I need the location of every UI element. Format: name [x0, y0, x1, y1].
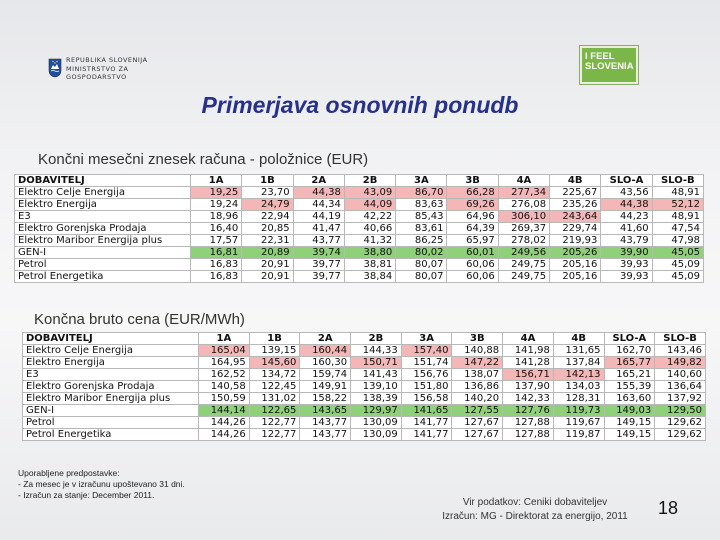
- price-cell: 155,39: [604, 381, 655, 393]
- price-cell: 64,39: [447, 223, 498, 235]
- price-cell: 243,64: [550, 211, 601, 223]
- column-header: 1B: [249, 333, 300, 345]
- column-header: 2B: [351, 333, 402, 345]
- column-header: 3B: [452, 333, 503, 345]
- note-line: - Izračun za stanje: December 2011.: [18, 490, 155, 500]
- price-cell: 136,64: [655, 381, 706, 393]
- column-header: 4A: [503, 333, 554, 345]
- price-cell: 122,45: [249, 381, 300, 393]
- price-cell: 137,84: [553, 357, 604, 369]
- price-cell: 119,73: [553, 405, 604, 417]
- page-title: Primerjava osnovnih ponudb: [201, 92, 519, 118]
- header-row: [23, 333, 706, 345]
- page-number: 18: [658, 498, 679, 518]
- table-row: [23, 393, 706, 405]
- price-cell: 249,75: [498, 271, 549, 283]
- column-header: DOBAVITELJ: [23, 333, 199, 345]
- supplier-name: Elektro Celje Energija: [15, 187, 191, 199]
- supplier-name: Petrol: [23, 417, 199, 429]
- table1-caption: Končni mesečni znesek računa - položnice (EUR): [38, 151, 369, 168]
- price-cell: 140,88: [452, 345, 503, 357]
- price-cell: 129,97: [351, 405, 402, 417]
- price-cell: 119,67: [553, 417, 604, 429]
- price-cell: 145,60: [249, 357, 300, 369]
- supplier-name: Elektro Energija: [23, 357, 199, 369]
- price-cell: 38,84: [344, 271, 395, 283]
- price-cell: 52,12: [652, 199, 703, 211]
- price-cell: 142,13: [553, 369, 604, 381]
- price-cell: 39,93: [601, 271, 652, 283]
- table-row: [23, 345, 706, 357]
- price-cell: 149,82: [655, 357, 706, 369]
- price-cell: 141,65: [401, 405, 452, 417]
- column-header: 4B: [550, 175, 601, 187]
- table-row: [23, 381, 706, 393]
- column-header: 3A: [401, 333, 452, 345]
- price-cell: 16,40: [191, 223, 242, 235]
- price-cell: 156,58: [401, 393, 452, 405]
- price-cell: 24,79: [242, 199, 293, 211]
- price-cell: 60,06: [447, 259, 498, 271]
- price-cell: 139,10: [351, 381, 402, 393]
- price-cell: 122,77: [249, 417, 300, 429]
- i-feel-slovenia-logo: [580, 46, 638, 84]
- price-cell: 157,40: [401, 345, 452, 357]
- price-cell: 86,25: [396, 235, 447, 247]
- source-line: Vir podatkov: Ceniki dobaviteljev: [462, 497, 608, 508]
- table-row: [15, 223, 704, 235]
- price-cell: 20,91: [242, 271, 293, 283]
- price-cell: 41,60: [601, 223, 652, 235]
- price-cell: 229,74: [550, 223, 601, 235]
- column-header: SLO-A: [601, 175, 652, 187]
- supplier-name: Petrol: [15, 259, 191, 271]
- price-cell: 149,15: [604, 429, 655, 441]
- price-cell: 122,65: [249, 405, 300, 417]
- price-cell: 44,38: [293, 187, 344, 199]
- price-cell: 66,28: [447, 187, 498, 199]
- supplier-name: Elektro Celje Energija: [23, 345, 199, 357]
- price-cell: 276,08: [498, 199, 549, 211]
- price-cell: 143,65: [300, 405, 351, 417]
- column-header: SLO-A: [604, 333, 655, 345]
- table-row: [15, 199, 704, 211]
- price-cell: 140,60: [655, 369, 706, 381]
- table-row: [15, 247, 704, 259]
- price-cell: 83,61: [396, 223, 447, 235]
- column-header: 3B: [447, 175, 498, 187]
- column-header: 1B: [242, 175, 293, 187]
- price-cell: 156,71: [503, 369, 554, 381]
- price-cell: 130,09: [351, 417, 402, 429]
- price-cell: 131,02: [249, 393, 300, 405]
- table2-caption: Končna bruto cena (EUR/MWh): [34, 311, 245, 328]
- price-cell: 144,14: [199, 405, 250, 417]
- price-cell: 22,31: [242, 235, 293, 247]
- column-header: DOBAVITELJ: [15, 175, 191, 187]
- table-row: [15, 235, 704, 247]
- price-cell: 165,77: [604, 357, 655, 369]
- price-cell: 141,98: [503, 345, 554, 357]
- price-cell: 43,56: [601, 187, 652, 199]
- note-line: - Za mesec je v izračunu upoštevano 31 dni.: [18, 479, 185, 489]
- supplier-name: Elektro Gorenjska Prodaja: [23, 381, 199, 393]
- column-header: 2A: [300, 333, 351, 345]
- supplier-name: Elektro Maribor Energija plus: [15, 235, 191, 247]
- price-cell: 64,96: [447, 211, 498, 223]
- price-cell: 45,05: [652, 247, 703, 259]
- price-cell: 130,09: [351, 429, 402, 441]
- price-cell: 60,01: [447, 247, 498, 259]
- price-cell: 17,57: [191, 235, 242, 247]
- price-cell: 43,77: [293, 235, 344, 247]
- price-cell: 151,80: [401, 381, 452, 393]
- price-cell: 43,79: [601, 235, 652, 247]
- column-header: SLO-B: [652, 175, 703, 187]
- table-row: [23, 429, 706, 441]
- price-cell: 38,80: [344, 247, 395, 259]
- price-cell: 143,77: [300, 417, 351, 429]
- ministry-line: MINISTRSTVO ZA: [66, 64, 129, 73]
- monthly-bill-table: [14, 174, 704, 283]
- price-cell: 141,77: [401, 417, 452, 429]
- price-cell: 127,55: [452, 405, 503, 417]
- price-cell: 41,47: [293, 223, 344, 235]
- price-cell: 249,75: [498, 259, 549, 271]
- price-cell: 134,72: [249, 369, 300, 381]
- price-cell: 18,96: [191, 211, 242, 223]
- price-cell: 80,07: [396, 271, 447, 283]
- price-cell: 20,85: [242, 223, 293, 235]
- price-cell: 80,07: [396, 259, 447, 271]
- price-cell: 16,83: [191, 271, 242, 283]
- price-cell: 122,77: [249, 429, 300, 441]
- price-cell: 277,34: [498, 187, 549, 199]
- price-cell: 42,22: [344, 211, 395, 223]
- source-note: [420, 496, 650, 524]
- column-header: 2A: [293, 175, 344, 187]
- price-cell: 44,19: [293, 211, 344, 223]
- price-cell: 129,50: [655, 405, 706, 417]
- table-row: [15, 211, 704, 223]
- price-cell: 129,62: [655, 417, 706, 429]
- price-cell: 16,83: [191, 259, 242, 271]
- price-cell: 44,38: [601, 199, 652, 211]
- price-cell: 44,09: [344, 199, 395, 211]
- source-line: Izračun: MG - Direktorat za energijo, 2011: [442, 511, 628, 522]
- column-header: 4B: [553, 333, 604, 345]
- supplier-name: GEN-I: [15, 247, 191, 259]
- table-row: [15, 259, 704, 271]
- price-cell: 40,66: [344, 223, 395, 235]
- price-cell: 162,52: [199, 369, 250, 381]
- price-cell: 127,88: [503, 417, 554, 429]
- price-cell: 38,81: [344, 259, 395, 271]
- price-cell: 205,26: [550, 247, 601, 259]
- price-cell: 137,90: [503, 381, 554, 393]
- price-cell: 22,94: [242, 211, 293, 223]
- column-header: SLO-B: [655, 333, 706, 345]
- ministry-label: [66, 56, 148, 82]
- price-cell: 160,30: [300, 357, 351, 369]
- price-cell: 44,34: [293, 199, 344, 211]
- price-cell: 138,07: [452, 369, 503, 381]
- price-cell: 143,77: [300, 429, 351, 441]
- price-cell: 144,33: [351, 345, 402, 357]
- price-cell: 139,15: [249, 345, 300, 357]
- price-cell: 85,43: [396, 211, 447, 223]
- price-cell: 39,93: [601, 259, 652, 271]
- price-cell: 164,95: [199, 357, 250, 369]
- price-cell: 136,86: [452, 381, 503, 393]
- supplier-name: Elektro Maribor Energija plus: [23, 393, 199, 405]
- price-cell: 44,23: [601, 211, 652, 223]
- price-cell: 149,03: [604, 405, 655, 417]
- price-cell: 127,67: [452, 429, 503, 441]
- price-cell: 43,09: [344, 187, 395, 199]
- price-cell: 83,63: [396, 199, 447, 211]
- price-cell: 225,67: [550, 187, 601, 199]
- header-row: [15, 175, 704, 187]
- price-cell: 205,16: [550, 259, 601, 271]
- assumptions-notes: [18, 468, 185, 501]
- price-cell: 127,76: [503, 405, 554, 417]
- price-cell: 137,92: [655, 393, 706, 405]
- price-cell: 141,77: [401, 429, 452, 441]
- table-row: [23, 369, 706, 381]
- price-cell: 147,22: [452, 357, 503, 369]
- price-cell: 47,54: [652, 223, 703, 235]
- price-cell: 205,16: [550, 271, 601, 283]
- logo-line: SLOVENIA: [585, 61, 634, 72]
- price-cell: 86,70: [396, 187, 447, 199]
- price-cell: 127,67: [452, 417, 503, 429]
- supplier-name: E3: [15, 211, 191, 223]
- table-row: [15, 187, 704, 199]
- column-header: 1A: [199, 333, 250, 345]
- price-cell: 219,93: [550, 235, 601, 247]
- price-cell: 80,02: [396, 247, 447, 259]
- price-cell: 45,09: [652, 259, 703, 271]
- price-cell: 129,62: [655, 429, 706, 441]
- price-cell: 160,44: [300, 345, 351, 357]
- price-cell: 142,33: [503, 393, 554, 405]
- price-cell: 39,77: [293, 271, 344, 283]
- price-cell: 19,24: [191, 199, 242, 211]
- price-cell: 69,26: [447, 199, 498, 211]
- note-line: Uporabljene predpostavke:: [18, 468, 120, 478]
- coat-of-arms-icon: [48, 58, 62, 78]
- price-cell: 150,59: [199, 393, 250, 405]
- price-cell: 47,98: [652, 235, 703, 247]
- price-cell: 39,74: [293, 247, 344, 259]
- gross-price-table: [22, 332, 706, 441]
- price-cell: 128,31: [553, 393, 604, 405]
- price-cell: 165,21: [604, 369, 655, 381]
- price-cell: 269,37: [498, 223, 549, 235]
- price-cell: 278,02: [498, 235, 549, 247]
- supplier-name: Petrol Energetika: [23, 429, 199, 441]
- price-cell: 16,81: [191, 247, 242, 259]
- price-cell: 140,20: [452, 393, 503, 405]
- price-cell: 19,25: [191, 187, 242, 199]
- price-cell: 140,58: [199, 381, 250, 393]
- price-cell: 158,22: [300, 393, 351, 405]
- table-row: [23, 405, 706, 417]
- price-cell: 151,74: [401, 357, 452, 369]
- price-cell: 65,97: [447, 235, 498, 247]
- price-cell: 60,06: [447, 271, 498, 283]
- supplier-name: Petrol Energetika: [15, 271, 191, 283]
- price-cell: 138,39: [351, 393, 402, 405]
- price-cell: 39,90: [601, 247, 652, 259]
- column-header: 3A: [396, 175, 447, 187]
- price-cell: 163,60: [604, 393, 655, 405]
- table-row: [23, 417, 706, 429]
- price-cell: 149,91: [300, 381, 351, 393]
- price-cell: 306,10: [498, 211, 549, 223]
- price-cell: 143,46: [655, 345, 706, 357]
- price-cell: 235,26: [550, 199, 601, 211]
- price-cell: 48,91: [652, 211, 703, 223]
- price-cell: 150,71: [351, 357, 402, 369]
- price-cell: 45,09: [652, 271, 703, 283]
- price-cell: 159,74: [300, 369, 351, 381]
- price-cell: 149,15: [604, 417, 655, 429]
- price-cell: 23,70: [242, 187, 293, 199]
- price-cell: 156,76: [401, 369, 452, 381]
- price-cell: 20,89: [242, 247, 293, 259]
- column-header: 2B: [344, 175, 395, 187]
- price-cell: 20,91: [242, 259, 293, 271]
- column-header: 4A: [498, 175, 549, 187]
- price-cell: 131,65: [553, 345, 604, 357]
- price-cell: 134,03: [553, 381, 604, 393]
- table-row: [23, 357, 706, 369]
- price-cell: 249,56: [498, 247, 549, 259]
- column-header: 1A: [191, 175, 242, 187]
- ministry-line: REPUBLIKA SLOVENIJA: [66, 56, 148, 64]
- logo-line: I FEEL: [585, 51, 615, 62]
- price-cell: 119,87: [553, 429, 604, 441]
- ministry-line: GOSPODARSTVO: [66, 73, 127, 81]
- price-cell: 141,43: [351, 369, 402, 381]
- price-cell: 165,04: [199, 345, 250, 357]
- supplier-name: Elektro Gorenjska Prodaja: [15, 223, 191, 235]
- supplier-name: E3: [23, 369, 199, 381]
- price-cell: 41,32: [344, 235, 395, 247]
- price-cell: 144,26: [199, 429, 250, 441]
- price-cell: 127,88: [503, 429, 554, 441]
- supplier-name: GEN-I: [23, 405, 199, 417]
- price-cell: 162,70: [604, 345, 655, 357]
- price-cell: 48,91: [652, 187, 703, 199]
- supplier-name: Elektro Energija: [15, 199, 191, 211]
- price-cell: 141,28: [503, 357, 554, 369]
- table-row: [15, 271, 704, 283]
- price-cell: 144,26: [199, 417, 250, 429]
- price-cell: 39,77: [293, 259, 344, 271]
